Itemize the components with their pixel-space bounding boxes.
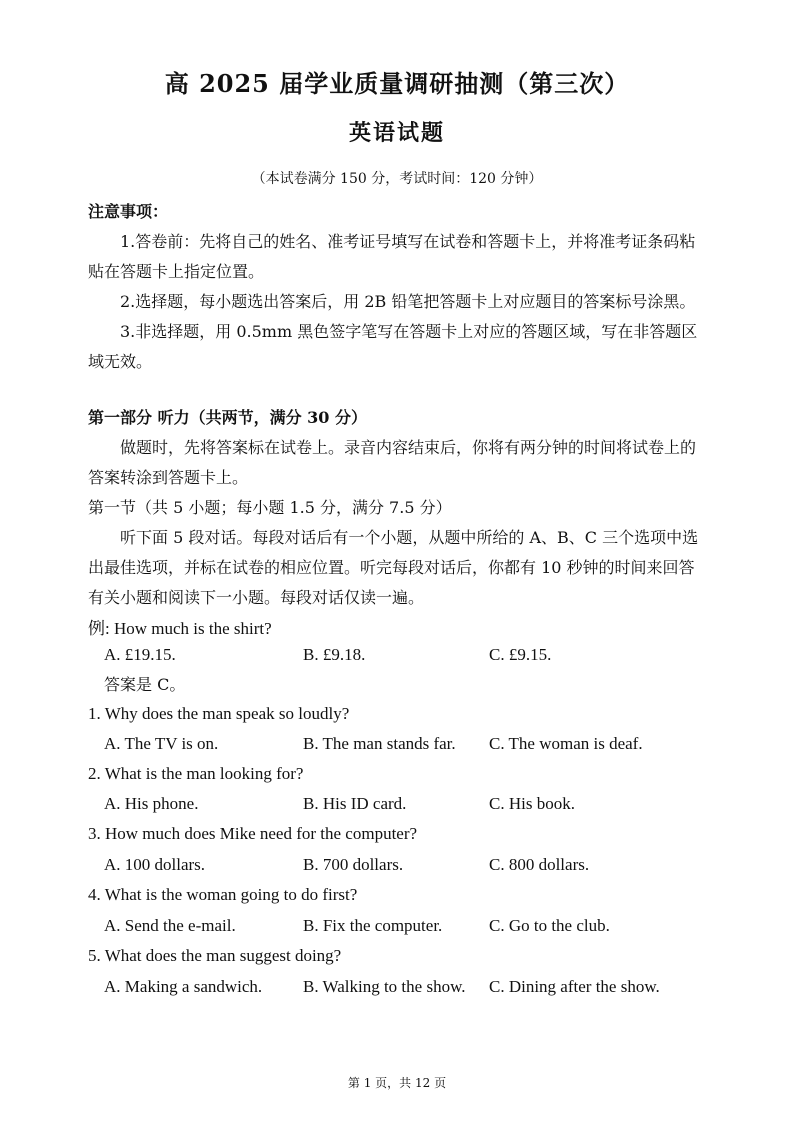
- question-1-option-a: A. The TV is on.: [104, 734, 219, 753]
- example-answer: 答案是 C。: [104, 675, 186, 694]
- note-item-2: 2.选择题，每小题选出答案后，用 2B 铅笔把答题卡上对应题目的答案标号涂黑。: [120, 292, 696, 311]
- example-option-a: A. £19.15.: [104, 645, 176, 664]
- question-4-option-a: A. Send the e-mail.: [104, 916, 236, 935]
- question-4-option-c: C. Go to the club.: [489, 916, 610, 935]
- question-5: 5. What does the man suggest doing?: [88, 946, 342, 965]
- question-3-option-c: C. 800 dollars.: [489, 855, 590, 874]
- section1-intro: 听下面 5 段对话。每段对话后有一个小题，从题中所给的 A、B、C 三个选项中选出最佳选项，并标在试卷的相应位置。听完每段对话后，你都有 10 秒钟的时间来回答有关小题和阅读下一小题。每段对话仅读一遍。: [88, 528, 699, 607]
- question-2-option-c: C. His book.: [489, 794, 575, 813]
- part1-intro: 做题时，先将答案标在试卷上。录音内容结束后，你将有两分钟的时间将试卷上的答案转涂到答题卡上。: [88, 438, 697, 487]
- exam-info: （本试卷满分 150 分，考试时间：120 分钟）: [251, 171, 543, 187]
- question-5-option-a: A. Making a sandwich.: [104, 977, 263, 996]
- subject-title: 英语试题: [348, 120, 445, 146]
- question-1-option-c: C. The woman is deaf.: [489, 734, 643, 753]
- question-4: 4. What is the woman going to do first?: [88, 885, 358, 904]
- exam-title: 高 2025 届学业质量调研抽测（第三次）: [164, 69, 630, 98]
- example-option-b: B. £9.18.: [303, 645, 366, 664]
- question-3-option-a: A. 100 dollars.: [104, 855, 206, 874]
- example-option-c: C. £9.15.: [489, 645, 552, 664]
- notes-heading: 注意事项：: [88, 202, 169, 221]
- question-1-option-b: B. The man stands far.: [303, 734, 456, 753]
- note-item-3: 3.非选择题，用 0.5mm 黑色签字笔写在答题卡上对应的答题区域，写在非答题区域无效。: [88, 322, 698, 371]
- section1-heading: 第一节（共 5 小题；每小题 1.5 分，满分 7.5 分）: [88, 498, 452, 517]
- question-1: 1. Why does the man speak so loudly?: [88, 704, 350, 723]
- part1-heading: 第一部分 听力（共两节，满分 30 分）: [88, 408, 367, 427]
- question-5-option-b: B. Walking to the show.: [303, 977, 466, 996]
- example-question: 例: How much is the shirt?: [88, 619, 272, 638]
- question-2: 2. What is the man looking for?: [88, 764, 304, 783]
- question-2-option-b: B. His ID card.: [303, 794, 407, 813]
- question-5-option-c: C. Dining after the show.: [489, 977, 660, 996]
- page-number: 第 1 页，共 12 页: [347, 1076, 447, 1090]
- question-3-option-b: B. 700 dollars.: [303, 855, 404, 874]
- question-2-option-a: A. His phone.: [104, 794, 199, 813]
- note-item-1: 1.答卷前：先将自己的姓名、准考证号填写在试卷和答题卡上，并将准考证条码粘贴在答题卡上指定位置。: [88, 232, 696, 281]
- question-4-option-b: B. Fix the computer.: [303, 916, 443, 935]
- question-3: 3. How much does Mike need for the computer?: [88, 824, 418, 843]
